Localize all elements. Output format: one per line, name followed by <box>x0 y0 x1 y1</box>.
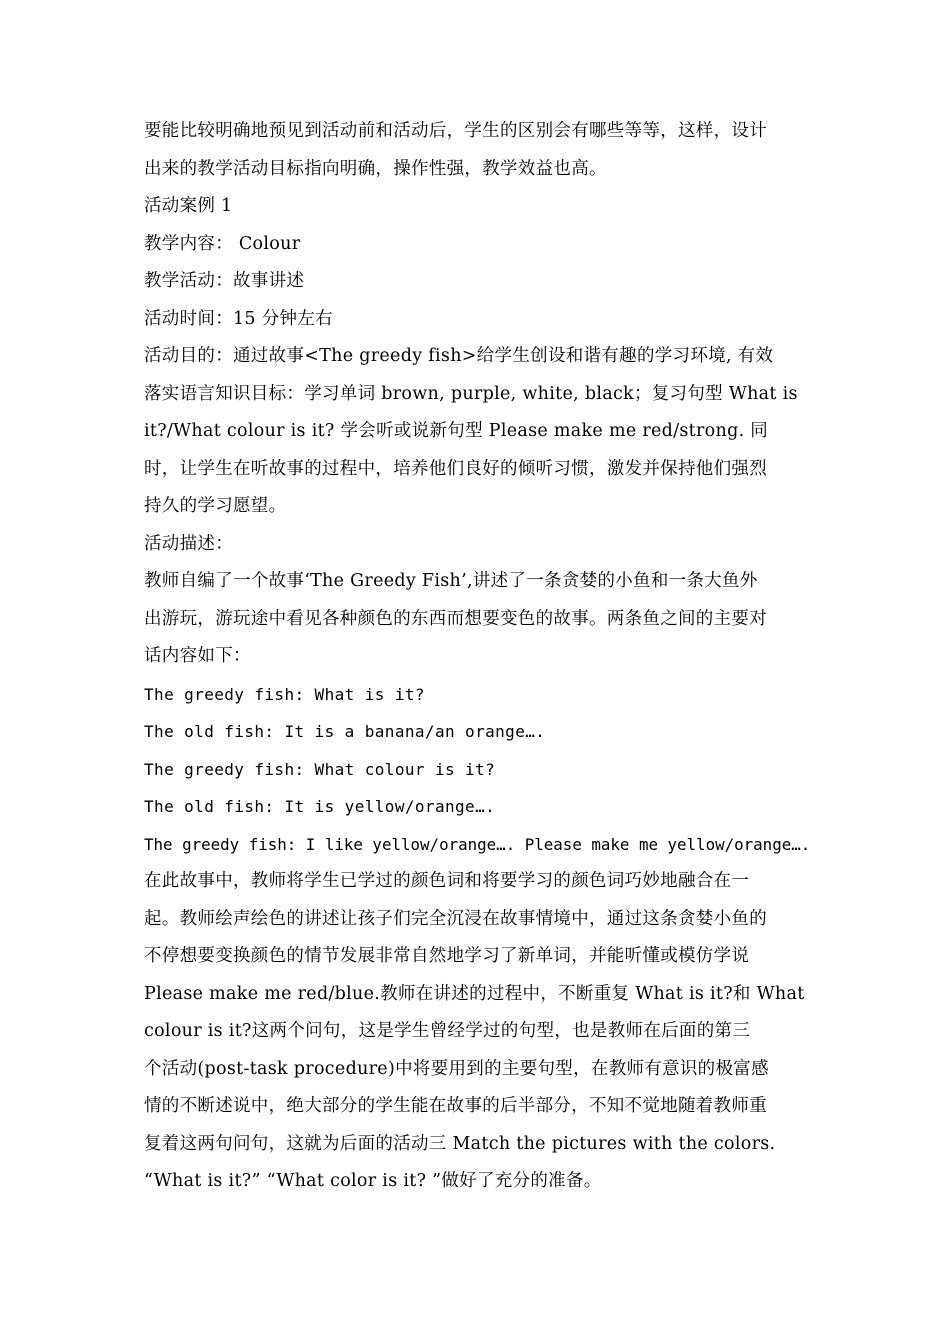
activity-goal-line: 时，让学生在听故事的过程中，培养他们良好的倾听习惯，激发并保持他们强烈 <box>144 458 767 479</box>
paragraph-line: 出来的教学活动目标指向明确，操作性强，教学效益也高。 <box>144 158 607 179</box>
description-line: 话内容如下： <box>144 646 251 666</box>
activity-goal-line: it?/What colour is it? 学会听或说新句型 Please make me red/strong. 同 <box>144 421 769 441</box>
document-body <box>144 113 810 1201</box>
dialogue-line: The old fish: It is a banana/an orange…. <box>144 722 546 741</box>
dialogue-line: The greedy fish: I like yellow/orange…. Please make me yellow/orange…. <box>144 834 811 854</box>
paragraph-line: 要能比较明确地预见到活动前和活动后，学生的区别会有哪些等等，这样，设计 <box>144 121 767 141</box>
analysis-line: 个活动(post-task procedure)中将要用到的主要句型，在教师有意识的极富感 <box>144 1058 769 1079</box>
analysis-line: Please make me red/blue.教师在讲述的过程中，不断重复 What is it?和 What <box>144 983 805 1004</box>
teaching-content: 教学内容： Colour <box>144 233 301 254</box>
dialogue-line: The old fish: It is yellow/orange…. <box>144 797 496 816</box>
analysis-line: 情的不断述说中，绝大部分的学生能在故事的后半部分，不知不觉地随着教师重 <box>144 1096 767 1116</box>
activity-goal-line: 持久的学习愿望。 <box>144 496 287 516</box>
dialogue-line: The greedy fish: What is it? <box>144 684 425 704</box>
analysis-line: “What is it?” “What color is it? ”做好了充分的准备。 <box>144 1171 602 1191</box>
activity-goal-line: 活动目的：通过故事<The greedy fish>给学生创设和谐有趣的学习环境, 有效 <box>144 346 774 366</box>
analysis-line: 在此故事中，教师将学生已学过的颜色词和将要学习的颜色词巧妙地融合在一 <box>144 871 750 891</box>
teaching-activity: 教学活动：故事讲述 <box>144 271 305 291</box>
analysis-line: 起。教师绘声绘色的讲述让孩子们完全沉浸在故事情境中，通过这条贪婪小鱼的 <box>144 908 767 929</box>
description-line: 教师自编了一个故事‘The Greedy Fish’,讲述了一条贪婪的小鱼和一条大鱼外 <box>144 571 758 591</box>
case-heading: 活动案例 1 <box>144 196 233 216</box>
dialogue-line: The greedy fish: What colour is it? <box>144 759 496 779</box>
activity-goal-line: 落实语言知识目标：学习单词 brown, purple, white, black；复习句型 What is <box>144 383 798 404</box>
activity-description-heading: 活动描述： <box>144 533 233 554</box>
analysis-line: colour is it?这两个问句，这是学生曾经学过的句型，也是教师在后面的第三 <box>144 1021 751 1041</box>
description-line: 出游玩，游玩途中看见各种颜色的东西而想要变色的故事。两条鱼之间的主要对 <box>144 608 767 629</box>
analysis-line: 复着这两句问句，这就为后面的活动三 Match the pictures with the colors. <box>144 1133 776 1154</box>
analysis-line: 不停想要变换颜色的情节发展非常自然地学习了新单词，并能听懂或模仿学说 <box>144 946 750 966</box>
activity-time: 活动时间：15 分钟左右 <box>144 308 333 329</box>
